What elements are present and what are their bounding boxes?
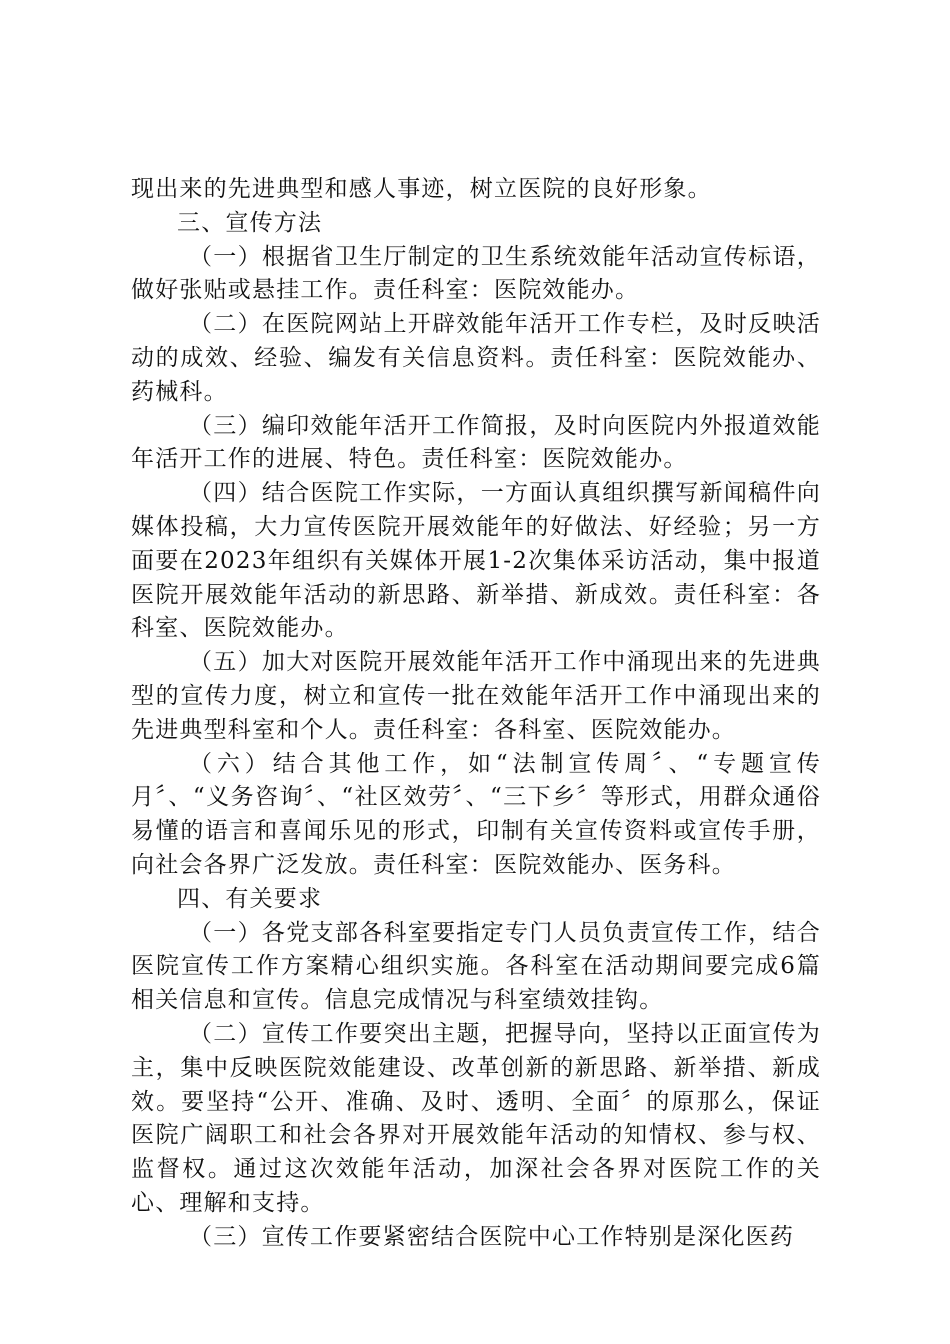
- paragraph-item-6: （六）结合其他工作，如“法制宣传周〞、“专题宣传月〞、“义务咨询〞、“社区效劳〞、“三下乡〞等形式，用群众通俗易懂的语言和喜闻乐见的形式，印制有关宣传资料或宣传手册，向社会各界广泛发放。责任科室：医院效能办、医务科。: [131, 750, 821, 878]
- paragraph-requirement-2: （二）宣传工作要突出主题，把握导向，坚持以正面宣传为主，集中反映医院效能建设、改革创新的新思路、新举措、新成效。要坚持“公开、准确、及时、透明、全面〞的原那么，保证医院广阔职工和社会各界对开展效能年活动的知情权、参与权、监督权。通过这次效能年活动，加深社会各界对医院工作的关心、理解和支持。: [131, 1020, 821, 1216]
- paragraph-item-1: （一）根据省卫生厅制定的卫生系统效能年活动宣传标语，做好张贴或悬挂工作。责任科室：医院效能办。: [131, 243, 821, 304]
- paragraph-item-2: （二）在医院网站上开辟效能年活开工作专栏，及时反映活动的成效、经验、编发有关信息资料。责任科室：医院效能办、药械科。: [131, 311, 821, 405]
- paragraph-requirement-1: （一）各党支部各科室要指定专门人员负责宣传工作，结合医院宣传工作方案精心组织实施。各科室在活动期间要完成6篇相关信息和宣传。信息完成情况与科室绩效挂钩。: [131, 919, 821, 1014]
- section-heading-publicity-methods: 三、宣传方法: [177, 209, 323, 236]
- paragraph-item-4: （四）结合医院工作实际，一方面认真组织撰写新闻稿件向媒体投稿，大力宣传医院开展效能年的好做法、好经验；另一方面要在2023年组织有关媒体开展1-2次集体采访活动，集中报道医院开展效能年活动的新思路、新举措、新成效。责任科室：各科室、医院效能办。: [131, 480, 821, 642]
- paragraph-requirement-3: （三）宣传工作要紧密结合医院中心工作特别是深化医药: [189, 1223, 794, 1250]
- section-heading-requirements: 四、有关要求: [177, 885, 323, 912]
- paragraph-item-3: （三）编印效能年活开工作简报，及时向医院内外报道效能年活开工作的进展、特色。责任科室：医院效能办。: [131, 412, 821, 473]
- paragraph-item-5: （五）加大对医院开展效能年活开工作中涌现出来的先进典型的宣传力度，树立和宣传一批在效能年活开工作中涌现出来的先进典型科室和个人。责任科室：各科室、医院效能办。: [131, 649, 821, 743]
- paragraph-continuation: 现出来的先进典型和感人事迹，树立医院的良好形象。: [131, 176, 712, 202]
- document-body: [131, 173, 821, 1255]
